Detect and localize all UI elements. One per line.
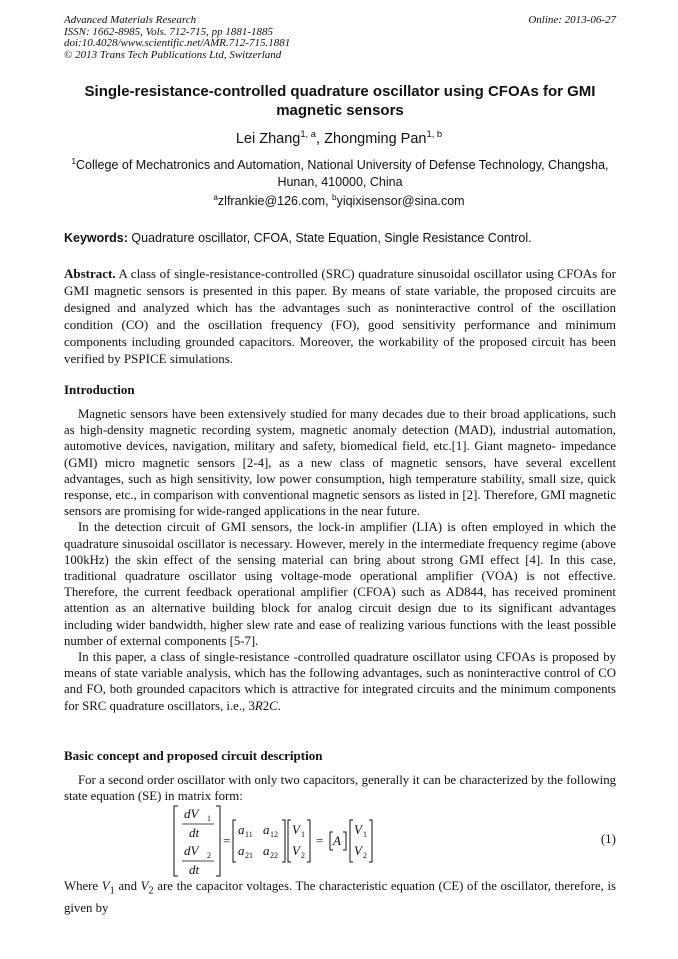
paragraph: For a second order oscillator with only two capacitors, generally it can be characterized by the following state equation (SE) in matrix form: xyxy=(64,773,616,804)
bracket-left xyxy=(288,820,291,862)
math-v: V xyxy=(140,879,149,893)
eq-v1: V xyxy=(292,822,300,837)
abstract-label: Abstract. xyxy=(64,266,116,281)
online-date: Online: 2013-06-27 xyxy=(528,14,616,26)
text: and xyxy=(114,879,141,893)
author-name: Zhongming Pan xyxy=(324,131,427,147)
eq-v2: V xyxy=(354,843,362,858)
bracket-right xyxy=(343,832,346,850)
eq-v1: V xyxy=(354,822,362,837)
eq-dt2: dt xyxy=(189,862,200,877)
text: are the capacitor voltages. The characteristic equation (CE) of the oscillator, therefore, is given by xyxy=(64,879,616,915)
eq-v2-sub: 2 xyxy=(301,851,305,860)
bracket-right xyxy=(282,820,285,862)
math-sub: 1 xyxy=(109,885,115,897)
period: . xyxy=(277,698,281,713)
email-link[interactable]: zlfrankie@126.com, xyxy=(217,194,333,208)
doi-link[interactable]: doi:10.4028/www.scientific.net/AMR.712-715.1881 xyxy=(64,37,291,49)
eq-dt1: dt xyxy=(189,825,200,840)
eq-sub1: 1 xyxy=(207,814,211,823)
eq-s11: 11 xyxy=(245,830,253,839)
author-affil-mark: 1, b xyxy=(426,128,443,140)
paragraph xyxy=(64,649,616,714)
eq-v1-sub: 1 xyxy=(301,830,305,839)
text: Where xyxy=(64,879,102,893)
eq-s22: 22 xyxy=(270,851,278,860)
bracket-left xyxy=(233,820,236,862)
keywords-label: Keywords: xyxy=(64,231,128,245)
eq-a12: a xyxy=(263,822,270,837)
bracket-right xyxy=(307,820,310,862)
author-name: Lei Zhang xyxy=(235,131,301,147)
issn-line: ISSN: 1662-8985, Vols. 712-715, pp 1881-1885 xyxy=(64,25,273,38)
affiliation xyxy=(64,157,616,191)
keywords xyxy=(64,230,616,246)
bracket-right xyxy=(369,820,372,862)
eq-equals: = xyxy=(223,833,231,848)
post-equation-text xyxy=(64,878,616,917)
affiliation-text: College of Mechatronics and Automation, National University of Defense Technology, Changsha, Hunan, 410000, China xyxy=(76,158,609,189)
eq-v2-sub: 2 xyxy=(363,851,367,860)
state-equation xyxy=(172,803,432,878)
math-c: C xyxy=(269,698,278,713)
section-heading-basic-concept: Basic concept and proposed circuit description xyxy=(64,748,323,763)
eq-dv1: dV xyxy=(184,806,199,821)
author-affil-mark: 1, a xyxy=(300,128,317,140)
paragraph-text: In this paper, a class of single-resistance -controlled quadrature oscillator using CFOAs is proposed by means of state variable analysis, which has the following advantages, such as noninteractive control of CO and FO, both grounded capacitors which is attractive for integrated circuits and the minimum components for SRC quadrature oscillators, i.e., 3 xyxy=(64,650,616,713)
author-separator: , xyxy=(316,131,325,147)
basic-concept-body xyxy=(64,772,616,804)
journal-name: Advanced Materials Research xyxy=(64,14,197,26)
bracket-right xyxy=(216,806,220,876)
section-heading-introduction: Introduction xyxy=(64,382,135,397)
math-two: 2 xyxy=(262,698,270,713)
bracket-left xyxy=(350,820,353,862)
journal-header xyxy=(64,15,290,61)
eq-s21: 21 xyxy=(245,851,253,860)
affiliation-mark: 1 xyxy=(71,156,77,166)
keywords-text: Quadrature oscillator, CFOA, State Equation, Single Resistance Control. xyxy=(127,231,532,245)
eq-s12: 12 xyxy=(270,830,278,839)
email-line xyxy=(0,193,678,209)
eq-dv2: dV xyxy=(184,843,199,858)
eq-a21: a xyxy=(238,843,245,858)
paper-title: Single-resistance-controlled quadrature oscillator using CFOAs for GMI magnetic sensors xyxy=(84,83,596,119)
eq-v2: V xyxy=(292,843,300,858)
eq-sub2: 2 xyxy=(207,851,211,860)
eq-a11: a xyxy=(238,822,245,837)
copyright-line: © 2013 Trans Tech Publications Ltd, Switzerland xyxy=(64,48,282,61)
author-line xyxy=(0,130,678,148)
email-mark: a xyxy=(213,192,218,202)
email-mark: b xyxy=(332,192,337,202)
introduction-body xyxy=(64,406,616,714)
paragraph: Magnetic sensors have been extensively studied for many decades due to their broad applications, such as high-density magnetic recording system, magnetic anomaly detection (MAD), industrial automation, automotive devices, navigation, military and safety, biomedical field, etc.[1]. Giant magneto- impedance (GMI) micro magnetic sensors [2-4], as a new class of magnetic sensors, have several excellent advantages, such as high sensitivity, low power consumption, high temperature stability, small size, quick response, etc., in comparison with conventional magnetic sensors as listed in [2]. Therefore, GMI magnetic sensors are promising for wide-ranged applications in the near future. xyxy=(64,407,616,519)
eq-matrix-a: A xyxy=(333,833,341,848)
equation-number: (1) xyxy=(600,831,616,846)
eq-v1-sub: 1 xyxy=(363,830,367,839)
math-v: V xyxy=(101,879,110,893)
email-link[interactable]: yiqixisensor@sina.com xyxy=(336,194,465,208)
eq-equals: = xyxy=(316,833,324,848)
math-sub: 2 xyxy=(148,885,154,897)
paragraph: In the detection circuit of GMI sensors, the lock-in amplifier (LIA) is often employed in which the quadrature sinusoidal oscillator is necessary. However, merely in the intermediate frequency regime (above 100kHz) the skin effect of the sensing material can bring about strong GMI effect [4]. In this case, traditional quadrature oscillator using voltage-mode operational amplifier (VOA) is not effective. Therefore, the current feedback operational amplifier (CFOA) such as AD844, has received prominent attention as an alternative building block for analog circuit design due to its significant advantages including wider bandwidth, higher slew rate and ease of realizing various functions with the least possible number of external components [5-7]. xyxy=(64,520,616,648)
eq-a22: a xyxy=(263,843,270,858)
math-r: R xyxy=(254,698,263,713)
bracket-left xyxy=(174,806,178,876)
abstract xyxy=(64,265,616,367)
abstract-text: A class of single-resistance-controlled (SRC) quadrature sinusoidal oscillator using CFOAs for GMI magnetic sensors is presented in this paper. By means of state variable, the proposed circuits are designed and analyzed which has the advantages such as noninteractive control of the oscillation condition (CO) and the oscillation frequency (FO), good sensitivity performance and minimum components including grounded capacitors. Moreover, the workability of the proposed circuit has been verified by PSPICE simulations. xyxy=(64,266,616,366)
